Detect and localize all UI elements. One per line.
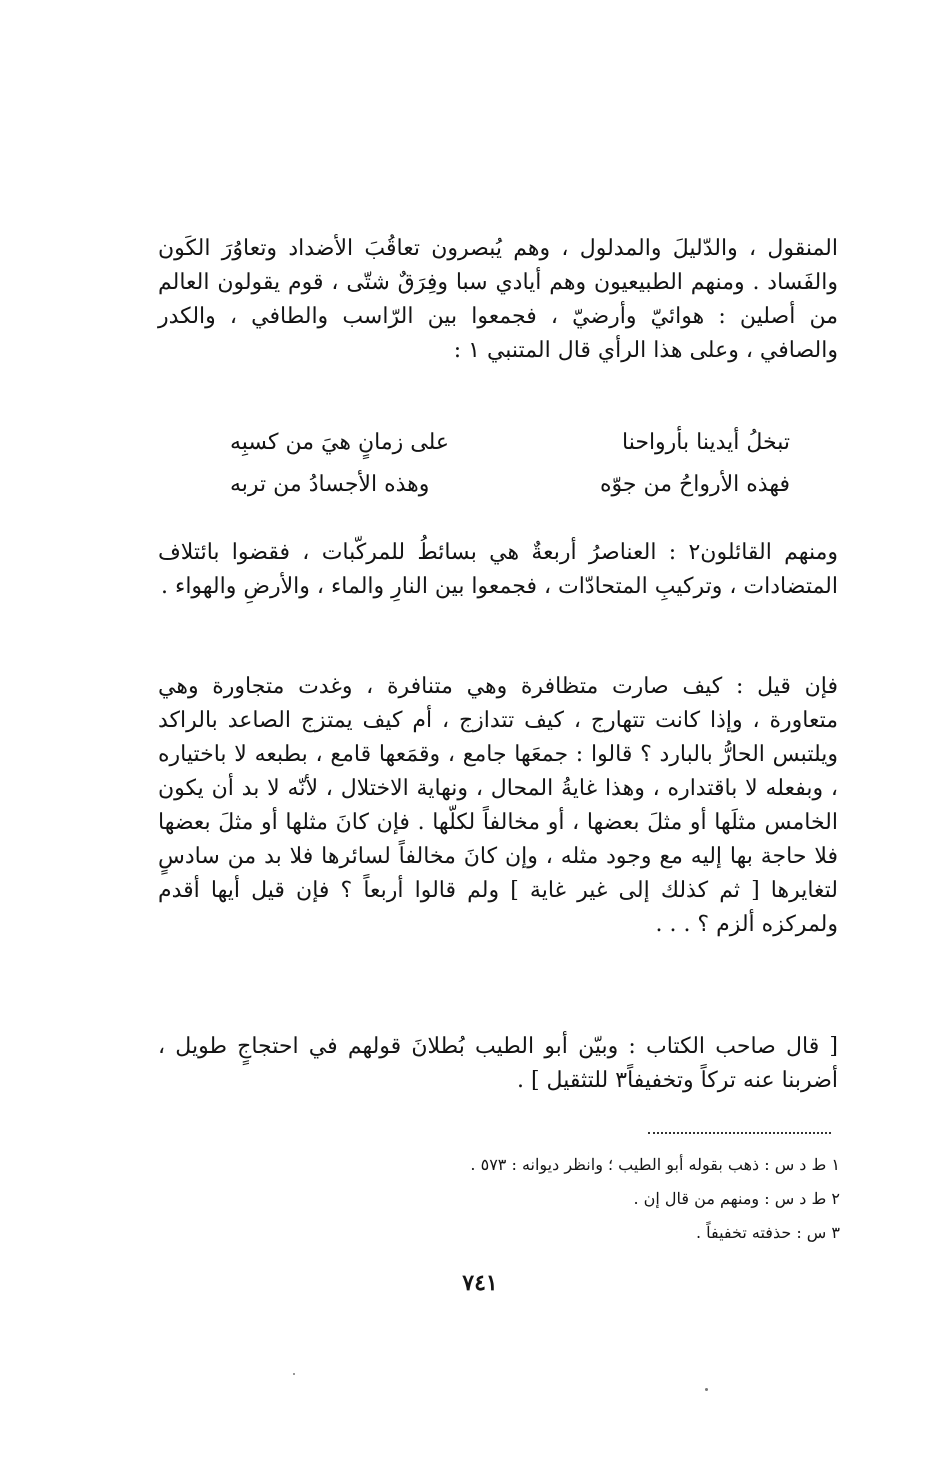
verse-line: [230, 426, 790, 460]
paragraph-author-note: [ قال صاحب الكتاب : وبيّن أبو الطيب بُطلانَ قولهم في احتجاجٍ طويل ، أضربنا عنه تركاً وتخفيفاً٣ للتثقيل ] .: [158, 1034, 838, 1093]
scan-speck: [293, 1373, 295, 1375]
footnote-2: ٢ ط د س : ومنهم من قال إن .: [633, 1189, 840, 1208]
page-number: ٧٤١: [462, 1270, 498, 1296]
footnote-separator: [648, 1132, 831, 1134]
verse-first-hemistich: فهذه الأرواحُ من جوّه: [600, 472, 790, 497]
verse-line: [230, 468, 790, 502]
footnotes: [320, 1148, 840, 1250]
paragraph-objection: فإن قيل : كيف صارت متظافرة وهي متنافرة ، وغدت متجاورة وهي متعاورة ، وإذا كانت تتهارج ، كيف تتدازج ، أم كيف يمتزج الصاعد بالراكد ويلتبس الحارُّ بالبارد ؟ قالوا : جمعَها جامع ، وقمَعها قامع ، بطبعه لا باختياره ، وبفعله لا باقتداره ، وهذا غايةُ المحال ، ونهاية الاختلال ، لأنّه لا بد أن يكون الخامس مثلَها أو مثلَ بعضها ، أو مخالفاً لكلّها . فإن كانَ مثلها أو مثلَ بعضها فلا حاجة بها إليه مع وجود مثله ، وإن كانَ مخالفاً لسائرها فلا بد من سادسٍ لتغايرها [ ثم كذلك إلى غير غاية ] ولم قالوا أربعاً ؟ فإن قيل أيها أقدم ولمركزه ألزم ؟ . . .: [158, 674, 838, 937]
verse-first-hemistich: تبخلُ أيدينا بأرواحنا: [622, 430, 790, 455]
footnote-3: ٣ س : حذفته تخفيفاً .: [695, 1223, 840, 1242]
scan-speck: [705, 1388, 708, 1391]
paragraph-natural-philosophers: المنقول ، والدّليلَ والمدلول ، وهم يُبصرون تعاقُبَ الأضداد وتعاوُرَ الكَون والفَساد . ومنهم الطبيعيون وهم أيادي سبا وفِرَقٌ شتّى ، قوم يقولون العالم من أصلين : هوائيّ وأرضيّ ، فجمعوا بين الرّاسب والطافي ، والكدر والصافي ، وعلى هذا الرأي قال المتنبي ١ :: [158, 236, 838, 363]
verse-second-hemistich: وهذه الأجسادُ من تربه: [230, 472, 430, 497]
paragraph-four-elements: ومنهم القائلون٢ : العناصرُ أربعةٌ هي بسائطُ للمركّبات ، فقضوا بائتلاف المتضادات ، وتركيبِ المتحادّات ، فجمعوا بين النارِ والماء ، والأرضِ والهواء .: [158, 540, 838, 599]
footnote-1: ١ ط د س : ذهب بقوله أبو الطيب ؛ وانظر ديوانه : ٥٧٣ .: [470, 1155, 840, 1174]
verse-second-hemistich: على زمانٍ هيَ من كسبِه: [230, 430, 449, 455]
